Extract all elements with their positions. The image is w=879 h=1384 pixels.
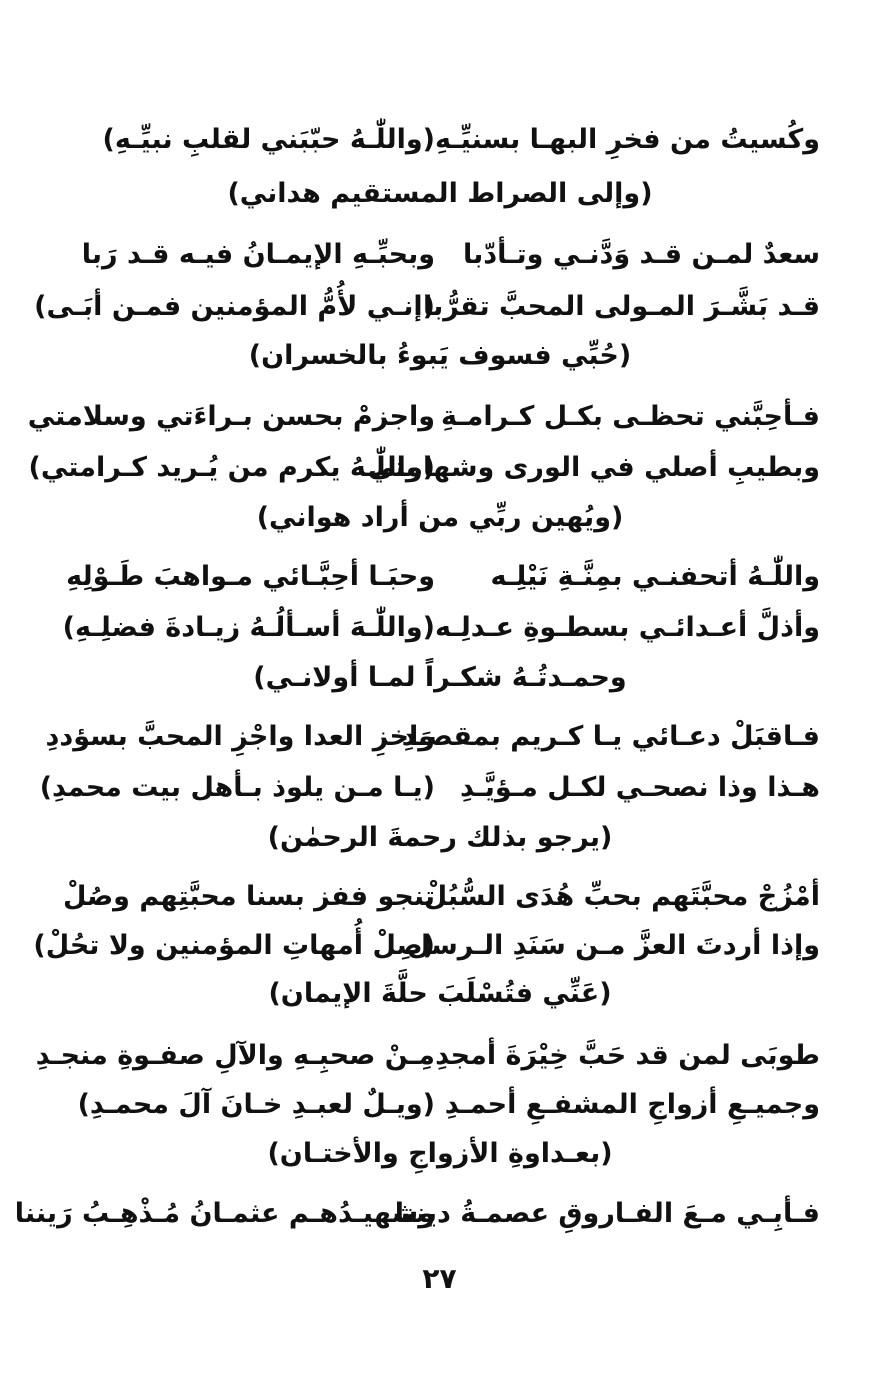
page-number: ٢٧ — [422, 1262, 457, 1295]
verse-second-hemistich: (واللّٰـهُ يكرم من يُـريد كـرامتي) — [28, 452, 435, 483]
verse-line — [60, 875, 820, 919]
verse-second-hemistich: (إنـي لأُمُّ المؤمنين فمـن أبَـى) — [34, 291, 435, 322]
verse-first-hemistich: وجميـعِ أزواجِ المشفـعِ أحمـدِ — [444, 1089, 820, 1120]
verse-first-hemistich: طوبَى لمن قد حَبَّ خِيْرَةَ أمجدِ — [435, 1040, 820, 1071]
verse-second-hemistich: وبحبِّـهِ الإيمـانُ فيـه قـد رَبا — [81, 239, 435, 270]
verse-first-hemistich: فـاقبَلْ دعـائي يـا كـريم بمقصـدِ — [401, 721, 820, 752]
verse-first-hemistich: وأذلَّ أعـدائـي بسطـوةِ عـدلِـه — [434, 612, 820, 643]
verse-line — [35, 1034, 820, 1078]
verse-second-hemistich: (يـا مـن يلوذ بـأهل بيت محمدِ) — [39, 772, 435, 803]
verse-line — [60, 118, 820, 162]
verse-second-hemistich: وحبَـا أحِبَّـائي مـواهبَ طَـوْلِهِ — [66, 561, 435, 592]
verse-line — [27, 395, 820, 439]
refrain-line: (يرجو بذلك رحمةَ الرحمٰن) — [267, 822, 613, 853]
verse-first-hemistich: فـأحِبَّني تحظـى بكـل كـرامـةِ — [441, 401, 820, 432]
refrain-line: (بعـداوةِ الأزواجِ والأختـان) — [267, 1138, 613, 1169]
verse-first-hemistich: أمْزُجْ محبَّتَهم بحبِّ هُدَى السُّبُلْ — [423, 881, 820, 912]
verse-second-hemistich: (واللّٰـهَ أسـألُـهُ زيـادةَ فضلِـهِ) — [62, 612, 435, 643]
refrain-line: (حُبِّي فسوف يَبوءُ بالخسران) — [248, 340, 632, 371]
verse-second-hemistich: (واللّٰـهُ حبّبَني لقلبِ نبيِّـهِ) — [102, 124, 435, 155]
verse-first-hemistich: وبطيبِ أصلي في الورى وشهامتي — [367, 452, 820, 483]
verse-first-hemistich: قـد بَشَّـرَ المـولى المحبَّ تقرُّبا — [422, 291, 820, 322]
verse-first-hemistich: وإذا أردتَ العزَّ مـن سَنَدِ الـرسل — [407, 930, 820, 961]
verse-line — [33, 924, 820, 968]
verse-line — [45, 715, 820, 759]
verse-line — [28, 446, 820, 490]
verse-second-hemistich: وشهيـدُهـم عثمـانُ مُـذْهِـبُ رَيننا — [14, 1198, 435, 1229]
verse-first-hemistich: وكُسيتُ من فخرِ البهـا بسنيِّـهِ — [435, 124, 820, 155]
verse-second-hemistich: (ويـلٌ لعبـدِ خـانَ آلَ محمـدِ) — [77, 1089, 435, 1120]
refrain-line: (ويُهين ربِّي من أراد هواني) — [256, 502, 624, 533]
refrain-line: (عَنِّي فتُسْلَبَ حلَّةَ الإيمان) — [268, 978, 612, 1009]
verse-line — [60, 1083, 820, 1127]
refrain-line: وحمـدتُـهُ شكـراً لمـا أولانـي) — [253, 662, 627, 693]
verse-first-hemistich: فـأبِـي مـعَ الفـاروقِ عصمـةُ ديننا — [394, 1198, 820, 1229]
verse-first-hemistich: سعدٌ لمـن قـد وَدَّنـي وتـأدّبا — [463, 239, 820, 270]
verse-line — [60, 233, 820, 277]
verse-first-hemistich: واللّٰـهُ أتحفنـي بمِنَّـةِ نَيْلِـه — [490, 561, 820, 592]
verse-line — [39, 766, 820, 810]
verse-line — [60, 606, 820, 650]
verse-line — [14, 1192, 820, 1236]
verse-second-hemistich: مِـنْ صحبِـهِ والآلِ صفـوةِ منجـدِ — [35, 1040, 435, 1071]
verse-line — [60, 555, 820, 599]
verse-second-hemistich: (صِلْ أُمهاتِ المؤمنين ولا تحُلْ) — [33, 930, 435, 961]
verse-line — [34, 285, 820, 329]
verse-second-hemistich: تنجو ففز بسنا محبَّتِهم وصُلْ — [62, 881, 435, 912]
verse-second-hemistich: وَاخزِ العدا واجْزِ المحبَّ بسؤددِ — [45, 721, 435, 752]
verse-first-hemistich: هـذا وذا نصحـي لكـل مـؤيَّـدِ — [459, 772, 820, 803]
verse-second-hemistich: واجزمْ بحسن بـراءَتي وسلامتي — [27, 401, 435, 432]
refrain-line: (وإلى الصراط المستقيم هداني) — [227, 178, 653, 209]
